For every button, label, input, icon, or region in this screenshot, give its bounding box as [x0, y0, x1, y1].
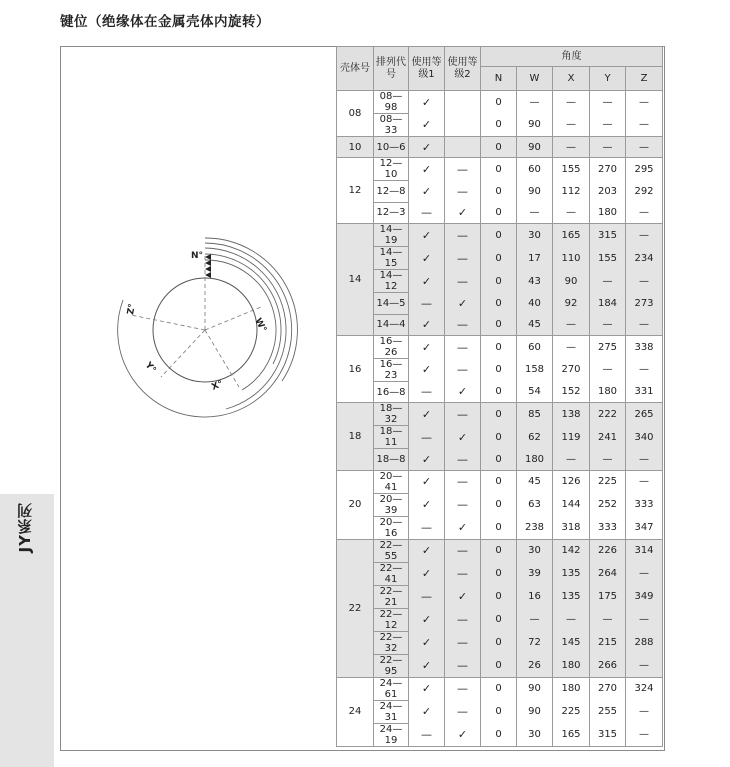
angle-z-cell: — — [626, 562, 663, 585]
angle-w-cell: 85 — [517, 403, 553, 426]
header-grade2: 使用等级2 — [445, 47, 481, 91]
grade1-cell: ✓ — [409, 449, 445, 470]
layout-code-cell: 14—15 — [374, 247, 409, 270]
grade1-cell: — — [409, 516, 445, 539]
angle-z-cell: 234 — [626, 247, 663, 270]
shell-size-cell: 16 — [337, 335, 374, 402]
angle-x-cell: — — [553, 202, 590, 223]
angle-w-cell: 30 — [517, 723, 553, 746]
grade2-cell: ✓ — [445, 516, 481, 539]
angle-x-cell: 142 — [553, 539, 590, 562]
grade1-cell: ✓ — [409, 470, 445, 493]
layout-code-cell: 20—41 — [374, 470, 409, 493]
angle-w-cell: 72 — [517, 631, 553, 654]
angle-z-cell: — — [626, 723, 663, 746]
header-w: W — [517, 67, 553, 91]
shell-size-cell: 10 — [337, 137, 374, 158]
angle-y-cell: 333 — [590, 516, 626, 539]
angle-y-cell: — — [590, 91, 626, 114]
angle-w-cell: 16 — [517, 585, 553, 608]
angle-n-cell: 0 — [481, 470, 517, 493]
layout-code-cell: 24—19 — [374, 723, 409, 746]
angle-z-cell: 349 — [626, 585, 663, 608]
angle-x-cell: 135 — [553, 585, 590, 608]
shell-size-cell: 12 — [337, 158, 374, 224]
grade2-cell — [445, 137, 481, 158]
angle-z-cell: — — [626, 137, 663, 158]
layout-code-cell: 12—3 — [374, 202, 409, 223]
angle-z-cell: 288 — [626, 631, 663, 654]
angle-y-cell: 252 — [590, 493, 626, 516]
angle-w-cell: 90 — [517, 677, 553, 700]
table-row — [337, 224, 663, 247]
shell-size-cell: 08 — [337, 91, 374, 137]
arrow-head-3 — [205, 266, 211, 272]
angle-n-cell: 0 — [481, 137, 517, 158]
layout-code-cell: 24—31 — [374, 700, 409, 723]
angle-z-cell: — — [626, 202, 663, 223]
layout-code-cell: 18—11 — [374, 426, 409, 449]
table-row — [337, 293, 663, 314]
grade2-cell: — — [445, 470, 481, 493]
angle-n-cell: 0 — [481, 539, 517, 562]
angle-z-cell: — — [626, 358, 663, 381]
angle-z-cell: — — [626, 470, 663, 493]
grade1-cell: — — [409, 723, 445, 746]
layout-code-cell: 22—21 — [374, 585, 409, 608]
angle-y-cell: 203 — [590, 181, 626, 202]
table-row — [337, 608, 663, 631]
angle-n-cell: 0 — [481, 247, 517, 270]
angle-x-cell: 165 — [553, 224, 590, 247]
arrow-head-1 — [205, 254, 211, 260]
shell-size-cell: 14 — [337, 224, 374, 336]
grade2-cell: — — [445, 493, 481, 516]
angle-w-cell: 180 — [517, 449, 553, 470]
grade2-cell: — — [445, 314, 481, 335]
layout-code-cell: 22—32 — [374, 631, 409, 654]
layout-code-cell: 14—12 — [374, 270, 409, 293]
angle-y-cell: 315 — [590, 224, 626, 247]
angle-z-cell: 340 — [626, 426, 663, 449]
table-row — [337, 562, 663, 585]
angle-y-cell: — — [590, 608, 626, 631]
angle-n-cell: 0 — [481, 677, 517, 700]
layout-code-cell: 18—8 — [374, 449, 409, 470]
label-z: Z° — [126, 302, 138, 316]
angle-n-cell: 0 — [481, 403, 517, 426]
table-row — [337, 247, 663, 270]
table-row — [337, 137, 663, 158]
angle-y-cell: 264 — [590, 562, 626, 585]
table-row — [337, 449, 663, 470]
grade2-cell: ✓ — [445, 585, 481, 608]
layout-code-cell: 14—4 — [374, 314, 409, 335]
grade1-cell: — — [409, 426, 445, 449]
table-row — [337, 539, 663, 562]
layout-code-cell: 22—55 — [374, 539, 409, 562]
table-row — [337, 114, 663, 137]
grade1-cell: — — [409, 585, 445, 608]
angle-y-cell: — — [590, 270, 626, 293]
angle-y-cell: 270 — [590, 158, 626, 181]
angle-z-cell: 273 — [626, 293, 663, 314]
angle-z-cell: 292 — [626, 181, 663, 202]
layout-code-cell: 14—5 — [374, 293, 409, 314]
layout-code-cell: 20—39 — [374, 493, 409, 516]
angle-n-cell: 0 — [481, 270, 517, 293]
grade2-cell — [445, 91, 481, 137]
header-shell: 壳体号 — [337, 47, 374, 91]
layout-code-cell: 18—32 — [374, 403, 409, 426]
angle-n-cell: 0 — [481, 700, 517, 723]
header-grade1: 使用等级1 — [409, 47, 445, 91]
layout-code-cell: 22—41 — [374, 562, 409, 585]
angle-y-cell: 266 — [590, 654, 626, 677]
arrow-head-2 — [205, 260, 211, 266]
angle-z-cell: 314 — [626, 539, 663, 562]
angle-w-cell: 43 — [517, 270, 553, 293]
table-row — [337, 270, 663, 293]
grade2-cell: — — [445, 181, 481, 202]
layout-code-cell: 16—26 — [374, 335, 409, 358]
angle-x-cell: — — [553, 137, 590, 158]
angle-w-cell: 45 — [517, 470, 553, 493]
side-tab — [0, 494, 54, 767]
angle-n-cell: 0 — [481, 381, 517, 402]
table-row — [337, 358, 663, 381]
shell-size-cell: 22 — [337, 539, 374, 677]
angle-n-cell: 0 — [481, 202, 517, 223]
table-row — [337, 314, 663, 335]
grade2-cell: — — [445, 224, 481, 247]
angle-z-cell: — — [626, 270, 663, 293]
angle-x-cell: 135 — [553, 562, 590, 585]
grade1-cell: ✓ — [409, 700, 445, 723]
layout-code-cell: 08—98 — [374, 91, 409, 114]
angle-w-cell: 45 — [517, 314, 553, 335]
header-code: 排列代号 — [374, 47, 409, 91]
table-row — [337, 723, 663, 746]
angle-n-cell: 0 — [481, 426, 517, 449]
angle-y-cell: 315 — [590, 723, 626, 746]
angle-y-cell: 215 — [590, 631, 626, 654]
angle-n-cell: 0 — [481, 723, 517, 746]
grade2-cell: — — [445, 608, 481, 631]
grade2-cell: — — [445, 677, 481, 700]
angle-x-cell: 145 — [553, 631, 590, 654]
grade1-cell: ✓ — [409, 137, 445, 158]
angle-n-cell: 0 — [481, 654, 517, 677]
table-row — [337, 181, 663, 202]
grade2-cell: — — [445, 335, 481, 358]
grade1-cell: ✓ — [409, 562, 445, 585]
angle-n-cell: 0 — [481, 358, 517, 381]
angle-y-cell: — — [590, 449, 626, 470]
label-y: Y° — [142, 360, 158, 376]
shell-size-cell: 20 — [337, 470, 374, 539]
angle-z-cell: 295 — [626, 158, 663, 181]
angle-y-cell: 275 — [590, 335, 626, 358]
grade2-cell: — — [445, 247, 481, 270]
angle-x-cell: 155 — [553, 158, 590, 181]
grade2-cell: ✓ — [445, 426, 481, 449]
label-x: X° — [210, 379, 225, 393]
grade1-cell: ✓ — [409, 608, 445, 631]
angle-y-cell: 222 — [590, 403, 626, 426]
grade2-cell: — — [445, 539, 481, 562]
header-angle: 角度 — [481, 47, 663, 67]
angle-w-cell: 62 — [517, 426, 553, 449]
angle-n-cell: 0 — [481, 493, 517, 516]
angle-y-cell: — — [590, 358, 626, 381]
shell-size-cell: 24 — [337, 677, 374, 746]
label-n: N° — [191, 251, 204, 261]
layout-code-cell: 08—33 — [374, 114, 409, 137]
angle-x-cell: 112 — [553, 181, 590, 202]
angle-z-cell: 347 — [626, 516, 663, 539]
arrow-head-4 — [205, 272, 211, 278]
layout-code-cell: 22—95 — [374, 654, 409, 677]
grade2-cell: ✓ — [445, 293, 481, 314]
layout-code-cell: 24—61 — [374, 677, 409, 700]
table-row — [337, 426, 663, 449]
angle-n-cell: 0 — [481, 114, 517, 137]
angle-n-cell: 0 — [481, 585, 517, 608]
angle-y-cell: 255 — [590, 700, 626, 723]
angle-z-cell: — — [626, 654, 663, 677]
angle-w-cell: 158 — [517, 358, 553, 381]
angle-x-cell: 180 — [553, 654, 590, 677]
angle-z-cell: 324 — [626, 677, 663, 700]
table-row — [337, 585, 663, 608]
angle-x-cell: — — [553, 314, 590, 335]
angle-w-cell: 54 — [517, 381, 553, 402]
angle-n-cell: 0 — [481, 314, 517, 335]
angle-x-cell: — — [553, 608, 590, 631]
angle-z-cell: — — [626, 608, 663, 631]
angle-w-cell: 63 — [517, 493, 553, 516]
grade1-cell: ✓ — [409, 358, 445, 381]
angle-x-cell: 138 — [553, 403, 590, 426]
angle-n-cell: 0 — [481, 449, 517, 470]
table-row — [337, 403, 663, 426]
header-x: X — [553, 67, 590, 91]
table-row — [337, 202, 663, 223]
layout-code-cell: 16—8 — [374, 381, 409, 402]
angle-n-cell: 0 — [481, 608, 517, 631]
table-row — [337, 91, 663, 114]
angle-x-cell: 92 — [553, 293, 590, 314]
header-y: Y — [590, 67, 626, 91]
angle-n-cell: 0 — [481, 224, 517, 247]
key-position-diagram — [61, 47, 336, 750]
angle-z-cell: — — [626, 224, 663, 247]
angle-x-cell: 165 — [553, 723, 590, 746]
angle-w-cell: 30 — [517, 539, 553, 562]
grade1-cell: ✓ — [409, 677, 445, 700]
grade1-cell: ✓ — [409, 247, 445, 270]
angle-x-cell: 126 — [553, 470, 590, 493]
table-row — [337, 516, 663, 539]
angle-x-cell: 110 — [553, 247, 590, 270]
angle-w-cell: — — [517, 608, 553, 631]
angle-n-cell: 0 — [481, 516, 517, 539]
grade2-cell: — — [445, 562, 481, 585]
grade1-cell: ✓ — [409, 270, 445, 293]
grade1-cell: ✓ — [409, 224, 445, 247]
grade2-cell: ✓ — [445, 202, 481, 223]
angle-y-cell: 225 — [590, 470, 626, 493]
grade2-cell: — — [445, 654, 481, 677]
angle-y-cell: 226 — [590, 539, 626, 562]
grade2-cell: — — [445, 270, 481, 293]
angle-n-cell: 0 — [481, 335, 517, 358]
angle-w-cell: 90 — [517, 181, 553, 202]
angle-w-cell: 238 — [517, 516, 553, 539]
grade1-cell: ✓ — [409, 654, 445, 677]
angle-x-cell: — — [553, 449, 590, 470]
radial-z — [131, 315, 205, 330]
angle-x-cell: 119 — [553, 426, 590, 449]
angle-y-cell: — — [590, 137, 626, 158]
grade1-cell: ✓ — [409, 493, 445, 516]
grade1-cell: — — [409, 381, 445, 402]
angle-w-cell: 26 — [517, 654, 553, 677]
angle-n-cell: 0 — [481, 631, 517, 654]
angle-z-cell: 265 — [626, 403, 663, 426]
angle-z-cell: — — [626, 314, 663, 335]
angle-z-cell: 333 — [626, 493, 663, 516]
angle-x-cell: 180 — [553, 677, 590, 700]
side-tab-label: JY系列 — [16, 502, 34, 553]
angle-z-cell: 338 — [626, 335, 663, 358]
angle-z-cell: — — [626, 449, 663, 470]
grade2-cell: ✓ — [445, 723, 481, 746]
grade1-cell: ✓ — [409, 181, 445, 202]
table-row — [337, 335, 663, 358]
angle-n-cell: 0 — [481, 181, 517, 202]
angle-x-cell: 144 — [553, 493, 590, 516]
angle-x-cell: — — [553, 114, 590, 137]
layout-code-cell: 10—6 — [374, 137, 409, 158]
grade1-cell: ✓ — [409, 314, 445, 335]
radial-x — [205, 330, 239, 387]
angle-n-cell: 0 — [481, 293, 517, 314]
angle-w-cell: 60 — [517, 158, 553, 181]
label-w: W° — [252, 316, 268, 335]
angle-w-cell: 17 — [517, 247, 553, 270]
radial-y — [161, 330, 205, 377]
layout-code-cell: 12—10 — [374, 158, 409, 181]
grade2-cell: — — [445, 403, 481, 426]
header-z: Z — [626, 67, 663, 91]
table-row — [337, 158, 663, 181]
grade2-cell: — — [445, 631, 481, 654]
angle-w-cell: 40 — [517, 293, 553, 314]
table-body — [337, 91, 663, 747]
grade1-cell: — — [409, 293, 445, 314]
content-frame — [60, 46, 665, 751]
angle-y-cell: 155 — [590, 247, 626, 270]
angle-z-cell: — — [626, 700, 663, 723]
layout-code-cell: 16—23 — [374, 358, 409, 381]
angle-w-cell: 90 — [517, 114, 553, 137]
radial-w — [205, 307, 261, 330]
angle-z-cell: — — [626, 91, 663, 114]
grade1-cell: ✓ — [409, 114, 445, 137]
grade1-cell: ✓ — [409, 539, 445, 562]
grade2-cell: — — [445, 449, 481, 470]
table-row — [337, 493, 663, 516]
angle-y-cell: — — [590, 114, 626, 137]
angle-x-cell: — — [553, 91, 590, 114]
angle-z-cell: 331 — [626, 381, 663, 402]
grade1-cell: ✓ — [409, 403, 445, 426]
angle-z-cell: — — [626, 114, 663, 137]
shell-size-cell: 18 — [337, 403, 374, 470]
angle-y-cell: 184 — [590, 293, 626, 314]
angle-n-cell: 0 — [481, 91, 517, 114]
layout-code-cell: 22—12 — [374, 608, 409, 631]
layout-code-cell: 20—16 — [374, 516, 409, 539]
angle-x-cell: 270 — [553, 358, 590, 381]
header-n: N — [481, 67, 517, 91]
table-row — [337, 700, 663, 723]
layout-code-cell: 14—19 — [374, 224, 409, 247]
angle-x-cell: — — [553, 335, 590, 358]
grade2-cell: — — [445, 158, 481, 181]
angle-x-cell: 152 — [553, 381, 590, 402]
grade1-cell: ✓ — [409, 158, 445, 181]
angle-y-cell: — — [590, 314, 626, 335]
angle-w-cell: 90 — [517, 137, 553, 158]
angle-w-cell: 39 — [517, 562, 553, 585]
angle-w-cell: 90 — [517, 700, 553, 723]
angle-w-cell: 30 — [517, 224, 553, 247]
angle-n-cell: 0 — [481, 562, 517, 585]
angle-y-cell: 180 — [590, 202, 626, 223]
angle-y-cell: 270 — [590, 677, 626, 700]
angle-y-cell: 241 — [590, 426, 626, 449]
angle-y-cell: 175 — [590, 585, 626, 608]
table-row — [337, 631, 663, 654]
angle-x-cell: 318 — [553, 516, 590, 539]
angle-w-cell: 60 — [517, 335, 553, 358]
table-row — [337, 470, 663, 493]
table-row — [337, 381, 663, 402]
angle-y-cell: 180 — [590, 381, 626, 402]
grade1-cell: ✓ — [409, 631, 445, 654]
key-angle-table — [336, 46, 663, 747]
angle-x-cell: 90 — [553, 270, 590, 293]
table-row — [337, 677, 663, 700]
grade1-cell: — — [409, 202, 445, 223]
table-row — [337, 654, 663, 677]
angle-w-cell: — — [517, 202, 553, 223]
grade1-cell: ✓ — [409, 335, 445, 358]
grade1-cell: ✓ — [409, 91, 445, 114]
layout-code-cell: 12—8 — [374, 181, 409, 202]
grade2-cell: ✓ — [445, 381, 481, 402]
page-title: 键位（绝缘体在金属壳体内旋转） — [60, 14, 270, 30]
angle-w-cell: — — [517, 91, 553, 114]
angle-x-cell: 225 — [553, 700, 590, 723]
grade2-cell: — — [445, 700, 481, 723]
grade2-cell: — — [445, 358, 481, 381]
angle-n-cell: 0 — [481, 158, 517, 181]
